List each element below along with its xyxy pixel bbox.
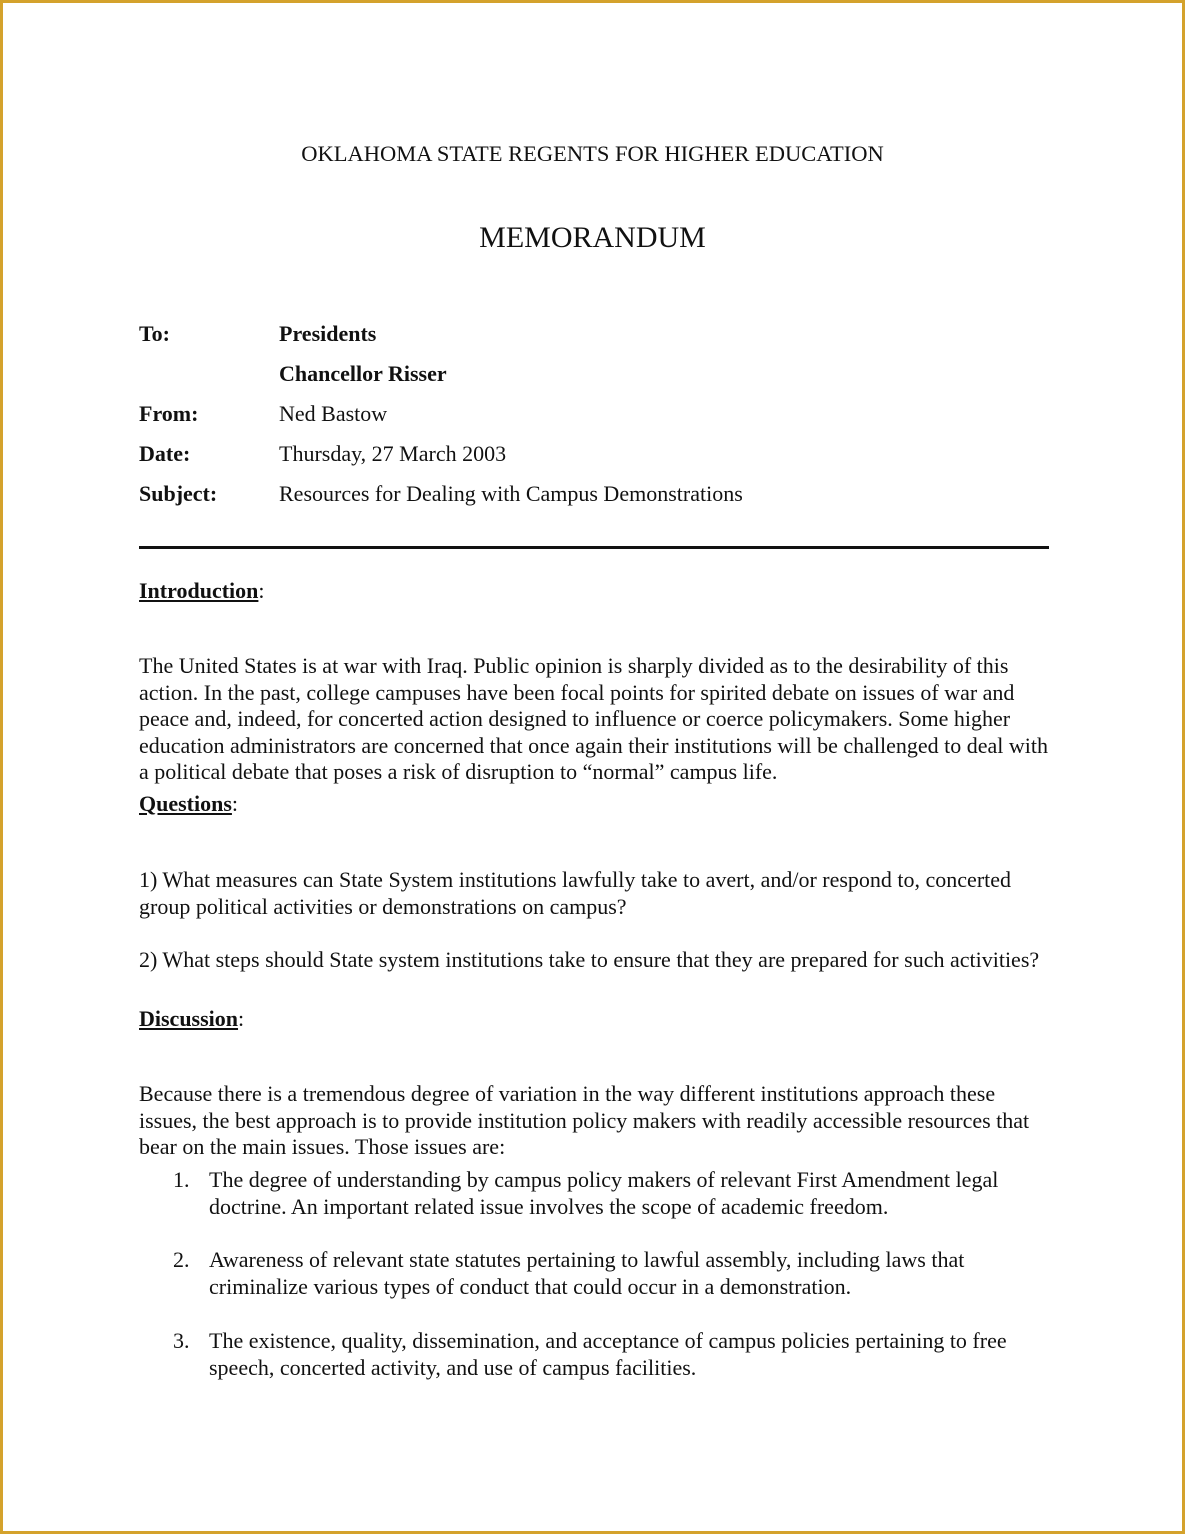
list-item-text: The existence, quality, dissemination, and acceptance of campus policies pertaining to free speech, concerted activity, and use of campus facilities.: [209, 1328, 1007, 1380]
document-title: MEMORANDUM: [479, 221, 706, 254]
discussion-heading: Discussion:: [139, 1006, 245, 1031]
list-item-text: The degree of understanding by campus policy makers of relevant First Amendment legal doctrine. An important related issue involves the scope of academic freedom.: [209, 1167, 999, 1219]
list-item-text: Awareness of relevant state statutes pertaining to lawful assembly, including laws that criminalize various types of conduct that could occur in a demonstration.: [209, 1247, 965, 1299]
header-divider: [139, 546, 1049, 549]
list-item-number: 3.: [173, 1328, 190, 1353]
to-label: To:: [139, 321, 170, 346]
from-label: From:: [139, 401, 199, 426]
date-label: Date:: [139, 441, 191, 466]
question-2: 2) What steps should State system institutions take to ensure that they are prepared for such activities?: [139, 947, 1040, 972]
organization-name: OKLAHOMA STATE REGENTS FOR HIGHER EDUCATION: [301, 141, 884, 166]
discussion-paragraph: Because there is a tremendous degree of variation in the way different institutions approach these issues, the best approach is to provide institution policy makers with readily accessible resources that bear on the main issues. Those issues are:: [139, 1081, 1030, 1160]
to-recipient-2: Chancellor Risser: [279, 361, 447, 386]
list-item-number: 2.: [173, 1247, 190, 1272]
from-value: Ned Bastow: [279, 401, 388, 426]
subject-label: Subject:: [139, 481, 218, 506]
introduction-heading: Introduction:: [139, 578, 265, 603]
to-recipient-1: Presidents: [279, 321, 377, 346]
introduction-paragraph: The United States is at war with Iraq. Public opinion is sharply divided as to the desirability of this action. In the past, college campuses have been focal points for spirited debate on issues of war and peace and, indeed, for concerted action designed to influence or coerce policymakers. Some higher education administrators are concerned that once again their institutions will be challenged to deal with a political debate that poses a risk of disruption to “normal” campus life.: [139, 653, 1049, 785]
date-value: Thursday, 27 March 2003: [279, 441, 507, 466]
question-1: 1) What measures can State System institutions lawfully take to avert, and/or respond to, concerted group political activities or demonstrations on campus?: [139, 867, 1012, 919]
list-item-number: 1.: [173, 1167, 190, 1192]
questions-heading: Questions:: [139, 791, 239, 816]
subject-value: Resources for Dealing with Campus Demonstrations: [279, 481, 743, 506]
